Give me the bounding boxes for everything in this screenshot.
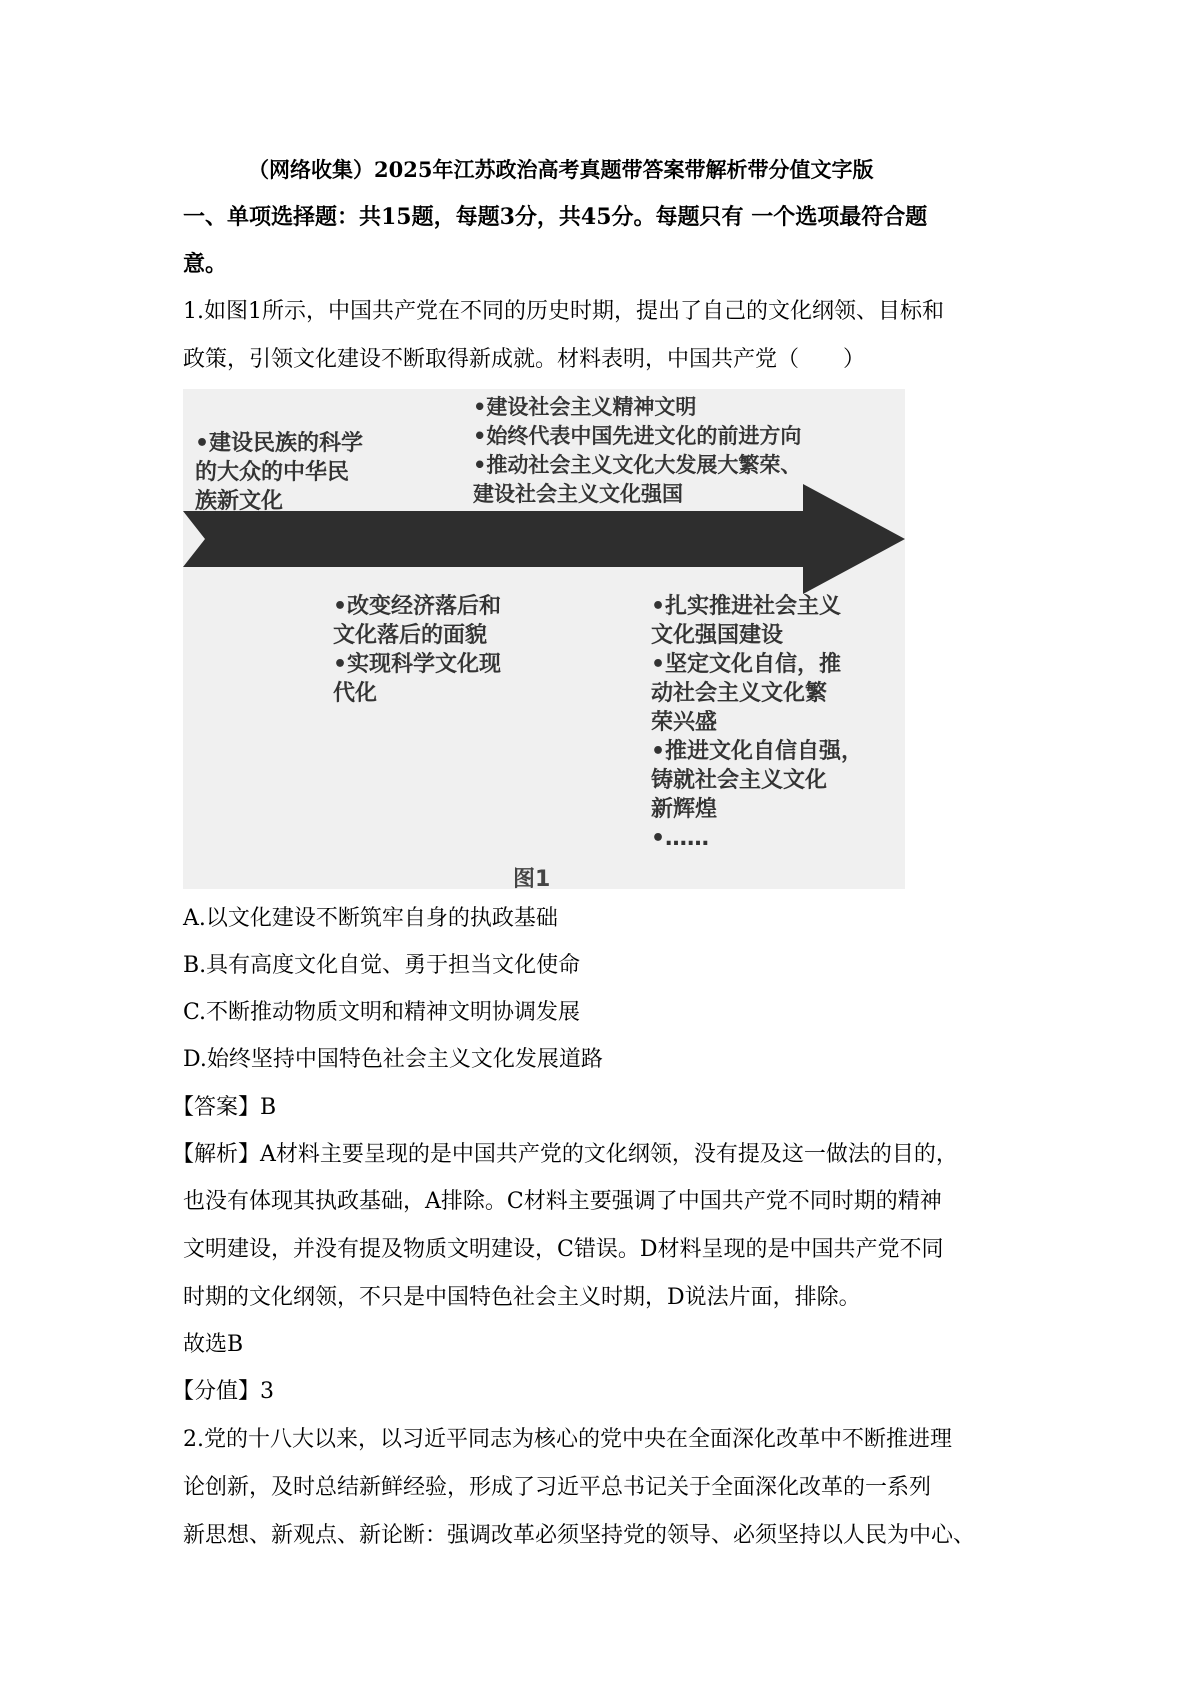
figure-1 bbox=[183, 389, 905, 892]
document-title: （网络收集）2025年江苏政治高考真题带答案带解析带分值文字版 bbox=[248, 157, 874, 182]
conclusion: 故选B bbox=[183, 1332, 244, 1357]
score: 【分值】3 bbox=[172, 1379, 274, 1404]
option-a: A.以文化建设不断筑牢自身的执政基础 bbox=[183, 906, 558, 931]
option-c: C.不断推动物质文明和精神文明协调发展 bbox=[183, 1000, 581, 1025]
section-heading-continued: 意。 bbox=[183, 251, 228, 277]
question-1-stem: 1.如图1所示，中国共产党在不同的历史时期，提出了自己的文化纲领、目标和 bbox=[183, 299, 944, 324]
analysis-line: 文明建设，并没有提及物质文明建设，C错误。D材料呈现的是中国共产党不同 bbox=[183, 1237, 944, 1262]
figure-block-top-left: •建设民族的科学 的大众的中华民 族新文化 bbox=[195, 431, 364, 514]
question-2-stem-continued: 论创新，及时总结新鲜经验，形成了习近平总书记关于全面深化改革的一系列 bbox=[183, 1475, 932, 1500]
analysis-line: 时期的文化纲领，不只是中国特色社会主义时期，D说法片面，排除。 bbox=[183, 1285, 861, 1310]
figure-block-bottom-middle: •改变经济落后和 文化落后的面貌 •实现科学文化现 代化 bbox=[333, 594, 502, 706]
option-b: B.具有高度文化自觉、勇于担当文化使命 bbox=[183, 953, 581, 978]
option-d: D.始终坚持中国特色社会主义文化发展道路 bbox=[183, 1047, 603, 1072]
figure-caption: 图1 bbox=[513, 867, 551, 892]
question-1-stem-continued: 政策，引领文化建设不断取得新成就。材料表明，中国共产党（ ） bbox=[183, 347, 866, 372]
figure-block-bottom-right: •扎实推进社会主义 文化强国建设 •坚定文化自信，推 动社会主义文化繁 荣兴盛 •推进文化自信自强， 铸就社会主义文化 新辉煌 •…… bbox=[651, 594, 864, 851]
question-2-stem-continued: 新思想、新观点、新论断：强调改革必须坚持党的领导、必须坚持以人民为中心、 bbox=[183, 1523, 976, 1548]
section-heading: 一、单项选择题：共15题，每题3分，共45分。每题只有 一个选项最符合题 bbox=[183, 204, 928, 230]
answer: 【答案】B bbox=[172, 1095, 277, 1120]
analysis-line: 【解析】A材料主要呈现的是中国共产党的文化纲领，没有提及这一做法的目的， bbox=[172, 1142, 958, 1167]
figure-block-top-right: •建设社会主义精神文明 •始终代表中国先进文化的前进方向 •推动社会主义文化大发展大繁荣、 建设社会主义文化强国 bbox=[473, 395, 802, 506]
analysis-line: 也没有体现其执政基础，A排除。C材料主要强调了中国共产党不同时期的精神 bbox=[183, 1189, 942, 1214]
question-2-stem: 2.党的十八大以来，以习近平同志为核心的党中央在全面深化改革中不断推进理 bbox=[183, 1427, 952, 1452]
